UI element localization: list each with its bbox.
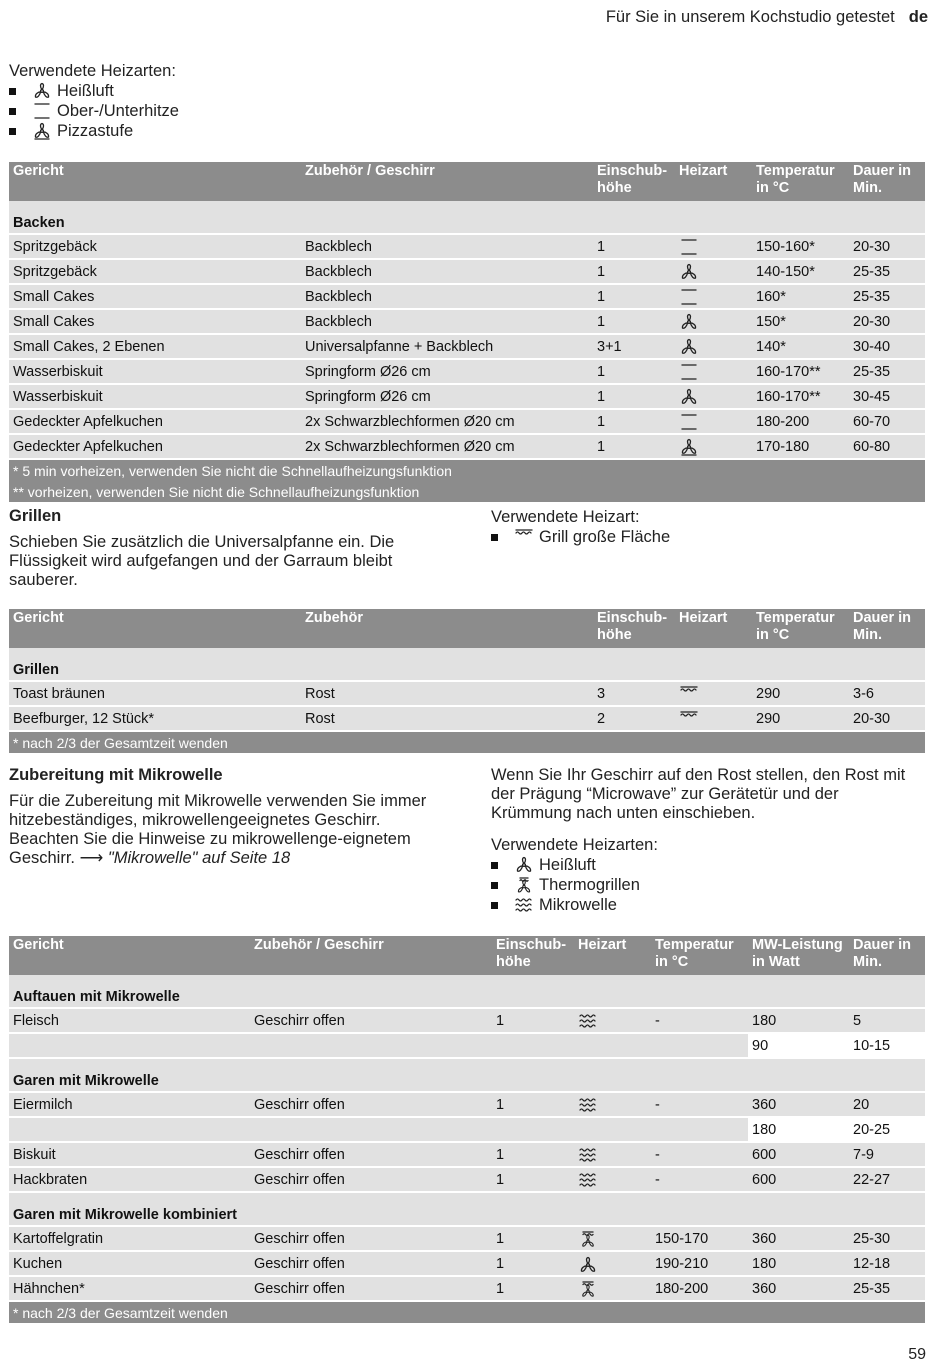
header-title: Für Sie in unserem Kochstudio getestet [605, 8, 895, 26]
table-row [9, 434, 925, 459]
top-modes [9, 62, 179, 141]
table-cell: 3+1 [593, 334, 675, 359]
table-cell: 1 [492, 1167, 574, 1192]
table-cell: 150-170 [651, 1226, 748, 1251]
table-cell: 2 [593, 706, 675, 731]
table-row [9, 706, 925, 731]
mode-list-item [491, 527, 670, 547]
mode-list-item [9, 121, 179, 141]
bullet-icon [491, 862, 498, 869]
table-cell: Backblech [301, 234, 593, 259]
table-cell: Geschirr offen [250, 1251, 492, 1276]
heating-mode-cell [574, 1142, 651, 1167]
table-cell: 180-200 [651, 1276, 748, 1301]
table-cell: 25-35 [849, 284, 925, 309]
footnote-row [9, 459, 925, 481]
table-cell: Wasserbiskuit [9, 384, 301, 409]
table-cell: 180 [748, 1008, 849, 1033]
micro-modes [491, 836, 658, 915]
footnote-row [9, 731, 925, 753]
section-title: Garen mit Mikrowelle [9, 1058, 925, 1092]
table-cell: 5 [849, 1008, 925, 1033]
table-cell: Eiermilch [9, 1092, 250, 1117]
fan-icon [679, 313, 699, 331]
footnote: * nach 2/3 der Gesamtzeit wenden [9, 1301, 925, 1323]
table-cell: Geschirr offen [250, 1167, 492, 1192]
top-bottom-heat-icon [679, 413, 699, 431]
column-header: Dauer in Min. [849, 936, 925, 975]
page-number: 59 [908, 1346, 926, 1363]
footnote-row [9, 481, 925, 502]
microwave-table [9, 936, 925, 1323]
table-cell: 1 [492, 1226, 574, 1251]
table-row [9, 359, 925, 384]
heating-mode-cell [675, 681, 752, 706]
table-cell: Geschirr offen [250, 1226, 492, 1251]
section-row [9, 648, 925, 681]
mode-label: Heißluft [539, 855, 596, 874]
micro-text [9, 792, 449, 868]
heating-mode-cell [675, 259, 752, 284]
table-cell: 1 [492, 1142, 574, 1167]
heating-mode-cell [675, 384, 752, 409]
table-cell: Springform Ø26 cm [301, 384, 593, 409]
table-cell: 2x Schwarzblechformen Ø20 cm [301, 409, 593, 434]
microwave-fan-icon [578, 1255, 598, 1273]
table-cell: 140* [752, 334, 849, 359]
column-header: Heizart [675, 609, 752, 648]
mode-label: Ober-/Unterhitze [57, 101, 179, 120]
fan-icon [32, 82, 52, 100]
mode-label: Grill große Fläche [539, 527, 671, 546]
column-header: Dauer in Min. [849, 609, 925, 648]
table-row [9, 1117, 925, 1142]
microwave-icon [578, 1171, 598, 1189]
table-cell: Hackbraten [9, 1167, 250, 1192]
table-cell: 20-25 [849, 1117, 925, 1142]
heating-mode-cell [675, 434, 752, 459]
bullet-icon [9, 88, 16, 95]
section-title: Auftauen mit Mikrowelle [9, 975, 925, 1008]
table-cell: 22-27 [849, 1167, 925, 1192]
table-row [9, 1226, 925, 1251]
table-cell: 180-200 [752, 409, 849, 434]
column-header: Einschub- höhe [593, 162, 675, 201]
table-cell: Beefburger, 12 Stück* [9, 706, 301, 731]
column-header: Dauer in Min. [849, 162, 925, 201]
grill-large-icon [514, 528, 534, 546]
section-row [9, 1058, 925, 1092]
top-bottom-heat-icon [679, 238, 699, 256]
table-row [9, 1251, 925, 1276]
table-cell: 2x Schwarzblechformen Ø20 cm [301, 434, 593, 459]
table-row [9, 259, 925, 284]
heating-mode-cell [675, 234, 752, 259]
table-cell: Spritzgebäck [9, 234, 301, 259]
thermogrill-icon [514, 876, 534, 894]
table-header-row [9, 609, 925, 648]
micro-modes-label: Verwendete Heizarten: [491, 836, 658, 854]
table-cell [651, 1117, 748, 1142]
table-row [9, 234, 925, 259]
table-cell: Backblech [301, 259, 593, 284]
fan-icon [679, 338, 699, 356]
table-cell: 1 [593, 359, 675, 384]
table-cell: Rost [301, 681, 593, 706]
column-header: Gericht [9, 162, 301, 201]
footnote: * 5 min vorheizen, verwenden Sie nicht die Schnellaufheizungsfunktion [9, 459, 925, 481]
table-cell: 20-30 [849, 309, 925, 334]
grill-large-icon [679, 710, 699, 728]
fan-icon [679, 263, 699, 281]
table-cell: 1 [593, 434, 675, 459]
table-cell: Biskuit [9, 1142, 250, 1167]
column-header: Einschub- höhe [492, 936, 574, 975]
heating-mode-cell [675, 309, 752, 334]
table-cell: Backblech [301, 309, 593, 334]
table-cell: 290 [752, 706, 849, 731]
table-cell: 1 [492, 1251, 574, 1276]
grill-table [9, 609, 925, 753]
grill-text: Schieben Sie zusätzlich die Universalpfanne ein. Die Flüssigkeit wird aufgefangen und der Garraum bleibt sauberer. [9, 533, 395, 589]
table-cell: 360 [748, 1092, 849, 1117]
table-cell: 140-150* [752, 259, 849, 284]
microwave-thermogrill-icon [578, 1280, 598, 1298]
section-title: Garen mit Mikrowelle kombiniert [9, 1192, 925, 1226]
micro-text-body: Für die Zubereitung mit Mikrowelle verwenden Sie immer hitzebeständiges, mikrowellengeeignetes Geschirr. Beachten Sie die Hinweise zu mikrowellenge-eignetem Geschirr. [9, 792, 427, 867]
table-row [9, 409, 925, 434]
table-cell: Wasserbiskuit [9, 359, 301, 384]
table-cell: 290 [752, 681, 849, 706]
table-cell: 25-35 [849, 259, 925, 284]
table-cell: 1 [593, 309, 675, 334]
column-header: Temperatur in °C [651, 936, 748, 975]
column-header: Zubehör [301, 609, 593, 648]
table-cell [9, 1117, 250, 1142]
heating-mode-cell [675, 284, 752, 309]
table-cell: 10-15 [849, 1033, 925, 1058]
micro-title: Zubereitung mit Mikrowelle [9, 766, 223, 784]
column-header: Zubehör / Geschirr [250, 936, 492, 975]
microwave-icon [578, 1012, 598, 1030]
table-cell: 160-170** [752, 359, 849, 384]
heating-mode-cell [574, 1251, 651, 1276]
microwave-icon [578, 1096, 598, 1114]
mode-label: Heißluft [57, 81, 114, 100]
table-cell: Geschirr offen [250, 1276, 492, 1301]
table-cell: 20-30 [849, 234, 925, 259]
table-cell [250, 1033, 492, 1058]
mode-list-item [9, 81, 179, 101]
mode-list-item [491, 855, 658, 875]
grill-mode-label: Verwendete Heizart: [491, 508, 640, 526]
table-cell: Toast bräunen [9, 681, 301, 706]
table-cell: Kartoffelgratin [9, 1226, 250, 1251]
table-cell: 360 [748, 1276, 849, 1301]
table-cell: - [651, 1092, 748, 1117]
table-row [9, 1092, 925, 1117]
top-bottom-heat-icon [32, 102, 52, 120]
table-cell: 20 [849, 1092, 925, 1117]
table-cell: 150-160* [752, 234, 849, 259]
table-cell: Hähnchen* [9, 1276, 250, 1301]
heating-mode-cell [574, 1092, 651, 1117]
pizza-icon [32, 122, 52, 140]
heating-mode-cell [574, 1008, 651, 1033]
fan-icon [679, 388, 699, 406]
table-row [9, 1008, 925, 1033]
table-cell [250, 1117, 492, 1142]
bullet-icon [9, 128, 16, 135]
fan-icon [514, 856, 534, 874]
table-cell: 600 [748, 1167, 849, 1192]
heating-mode-cell [675, 359, 752, 384]
table-cell: 60-70 [849, 409, 925, 434]
footnote-row [9, 1301, 925, 1323]
table-cell: 25-30 [849, 1226, 925, 1251]
microwave-icon [514, 896, 534, 914]
column-header: Temperatur in °C [752, 609, 849, 648]
column-header: Gericht [9, 609, 301, 648]
table-cell: 170-180 [752, 434, 849, 459]
table-cell: 1 [492, 1092, 574, 1117]
table-row [9, 1276, 925, 1301]
section-title: Backen [9, 201, 925, 234]
footnote: ** vorheizen, verwenden Sie nicht die Schnellaufheizungsfunktion [9, 481, 925, 502]
table-cell: 180 [748, 1117, 849, 1142]
mode-list-item [491, 875, 658, 895]
table-cell: Geschirr offen [250, 1092, 492, 1117]
table-cell: 25-35 [849, 359, 925, 384]
table-cell: 3 [593, 681, 675, 706]
table-cell: 1 [593, 234, 675, 259]
table-cell: Kuchen [9, 1251, 250, 1276]
heating-mode-cell [574, 1167, 651, 1192]
table-cell: Small Cakes [9, 284, 301, 309]
table-row [9, 1142, 925, 1167]
column-header: Heizart [574, 936, 651, 975]
table-cell: 30-45 [849, 384, 925, 409]
table-cell: 1 [593, 259, 675, 284]
microwave-thermogrill-icon [578, 1230, 598, 1248]
heating-mode-cell [574, 1117, 651, 1142]
table-row [9, 334, 925, 359]
table-cell: 160-170** [752, 384, 849, 409]
table-cell: 90 [748, 1033, 849, 1058]
table-row [9, 384, 925, 409]
bullet-icon [491, 902, 498, 909]
table-cell: 7-9 [849, 1142, 925, 1167]
table-header-row [9, 162, 925, 201]
section-title: Grillen [9, 648, 925, 681]
table-cell: Gedeckter Apfelkuchen [9, 434, 301, 459]
pizza-icon [679, 438, 699, 456]
mode-label: Pizzastufe [57, 121, 134, 140]
microwave-icon [578, 1146, 598, 1164]
bullet-icon [491, 534, 498, 541]
table-cell: 160* [752, 284, 849, 309]
table-cell: 190-210 [651, 1251, 748, 1276]
table-row [9, 1167, 925, 1192]
mode-list-item [9, 101, 179, 121]
table-cell: Spritzgebäck [9, 259, 301, 284]
table-cell: Springform Ø26 cm [301, 359, 593, 384]
table-cell: Fleisch [9, 1008, 250, 1033]
section-row [9, 1192, 925, 1226]
mode-label: Mikrowelle [539, 895, 617, 914]
table-cell: 25-35 [849, 1276, 925, 1301]
footnote: * nach 2/3 der Gesamtzeit wenden [9, 731, 925, 753]
bullet-icon [491, 882, 498, 889]
table-cell: 12-18 [849, 1251, 925, 1276]
table-cell: 180 [748, 1251, 849, 1276]
page-header [606, 8, 928, 27]
table-cell: Small Cakes [9, 309, 301, 334]
micro-right-text: Wenn Sie Ihr Geschirr auf den Rost stellen, den Rost mit der Prägung “Microwave” zur Gerätetür und der Krümmung nach unten einschieben. [491, 766, 906, 822]
section-row [9, 201, 925, 234]
micro-page-ref[interactable]: "Mikrowelle" auf Seite 18 [107, 849, 291, 867]
table-cell [492, 1117, 574, 1142]
top-modes-label: Verwendete Heizarten: [9, 62, 176, 80]
column-header: Heizart [675, 162, 752, 201]
heating-mode-cell [675, 334, 752, 359]
bullet-icon [9, 108, 16, 115]
table-cell: Universalpfanne + Backblech [301, 334, 593, 359]
column-header: Zubehör / Geschirr [301, 162, 593, 201]
table-row [9, 309, 925, 334]
arrow-icon: ⟶ [79, 849, 104, 867]
table-cell: 20-30 [849, 706, 925, 731]
table-cell: Rost [301, 706, 593, 731]
heating-mode-cell [574, 1033, 651, 1058]
table-row [9, 284, 925, 309]
table-cell [9, 1033, 250, 1058]
baking-table [9, 162, 925, 502]
table-cell: 600 [748, 1142, 849, 1167]
table-cell: 1 [492, 1008, 574, 1033]
table-cell: - [651, 1142, 748, 1167]
table-cell: Geschirr offen [250, 1008, 492, 1033]
mode-label: Thermogrillen [539, 875, 640, 894]
table-cell: Geschirr offen [250, 1142, 492, 1167]
table-cell: 1 [593, 409, 675, 434]
table-row [9, 1033, 925, 1058]
table-cell [492, 1033, 574, 1058]
column-header: Temperatur in °C [752, 162, 849, 201]
language-tag: de [908, 8, 928, 26]
heating-mode-cell [675, 409, 752, 434]
top-bottom-heat-icon [679, 288, 699, 306]
table-row [9, 681, 925, 706]
table-cell: - [651, 1167, 748, 1192]
table-cell: Small Cakes, 2 Ebenen [9, 334, 301, 359]
table-cell: 30-40 [849, 334, 925, 359]
table-cell: - [651, 1008, 748, 1033]
heating-mode-cell [675, 706, 752, 731]
table-cell: Gedeckter Apfelkuchen [9, 409, 301, 434]
column-header: Gericht [9, 936, 250, 975]
table-header-row [9, 936, 925, 975]
table-cell: 60-80 [849, 434, 925, 459]
table-cell: Backblech [301, 284, 593, 309]
heating-mode-cell [574, 1226, 651, 1251]
column-header: MW-Leistung in Watt [748, 936, 849, 975]
section-row [9, 975, 925, 1008]
table-cell: 1 [593, 284, 675, 309]
grill-modes [491, 508, 670, 547]
table-cell: 150* [752, 309, 849, 334]
grill-large-icon [679, 685, 699, 703]
table-cell: 1 [593, 384, 675, 409]
grill-title: Grillen [9, 507, 62, 525]
table-cell [651, 1033, 748, 1058]
heating-mode-cell [574, 1276, 651, 1301]
table-cell: 3-6 [849, 681, 925, 706]
top-bottom-heat-icon [679, 363, 699, 381]
table-cell: 360 [748, 1226, 849, 1251]
table-cell: 1 [492, 1276, 574, 1301]
mode-list-item [491, 895, 658, 915]
column-header: Einschub- höhe [593, 609, 675, 648]
